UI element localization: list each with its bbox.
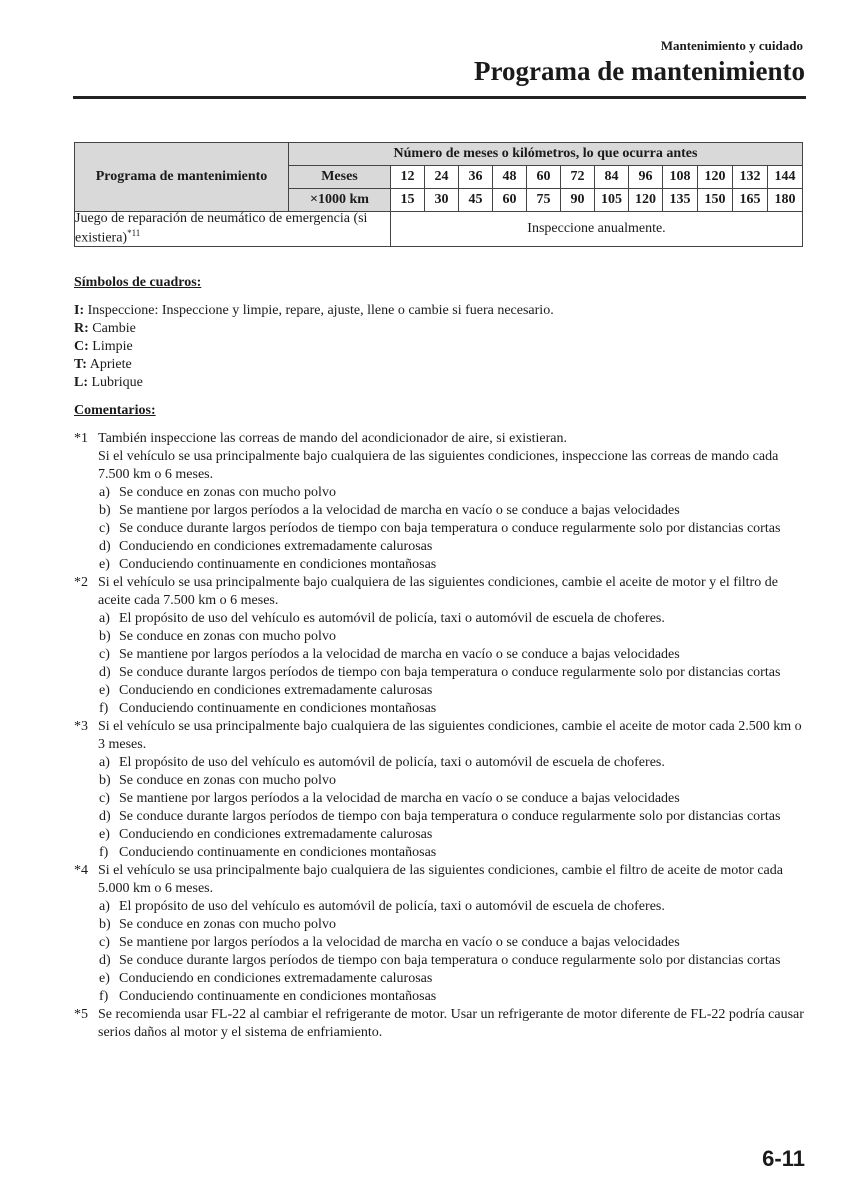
list-item (74, 646, 806, 664)
item-text: Conduciendo continuamente en condiciones montañosas (119, 989, 437, 1004)
item-mark: f) (99, 989, 109, 1004)
note-line (74, 718, 806, 754)
item-mark: c) (99, 935, 110, 950)
table-header-row (75, 143, 803, 166)
note-mark: *2 (74, 575, 88, 590)
comments-list (74, 430, 806, 1042)
symbol-key: C: (74, 339, 89, 354)
item-mark: b) (99, 503, 111, 518)
month-cell: 24 (425, 166, 459, 189)
item-label: Juego de reparación de neumático de emergencia (si existiera) (75, 211, 368, 246)
list-item (74, 556, 806, 574)
item-text: El propósito de uso del vehículo es automóvil de policía, taxi o automóvil de escuela de choferes. (119, 611, 665, 626)
symbol-item (74, 374, 806, 392)
item-mark: d) (99, 809, 111, 824)
item-mark: e) (99, 557, 110, 572)
table-row (75, 212, 803, 247)
symbol-text: Lubrique (91, 375, 143, 390)
item-text: Se conduce en zonas con mucho polvo (119, 629, 336, 644)
item-mark: a) (99, 611, 110, 626)
note-text: Si el vehículo se usa principalmente bajo cualquiera de las siguientes condiciones, cambie el aceite de motor y el filtro de aceite cada 7.500 km o 6 meses. (98, 575, 778, 608)
symbol-text: Cambie (92, 321, 136, 336)
item-text: Conduciendo continuamente en condiciones montañosas (119, 845, 437, 860)
month-cell: 108 (663, 166, 698, 189)
month-cell: 48 (493, 166, 527, 189)
list-item (74, 772, 806, 790)
note-text: También inspeccione las correas de mando del acondicionador de aire, si existieran. (98, 431, 567, 446)
item-text: Conduciendo en condiciones extremadamente calurosas (119, 683, 433, 698)
symbol-key: I: (74, 303, 85, 318)
body-text (74, 274, 806, 1042)
list-item (74, 700, 806, 718)
km-cell: 150 (698, 189, 733, 212)
month-cell: 60 (527, 166, 561, 189)
item-mark: b) (99, 917, 111, 932)
month-cell: 132 (733, 166, 768, 189)
list-item (74, 484, 806, 502)
header-rule (73, 96, 806, 99)
list-item (74, 538, 806, 556)
km-cell: 60 (493, 189, 527, 212)
km-cell: 90 (561, 189, 595, 212)
item-text: Conduciendo en condiciones extremadamente calurosas (119, 539, 433, 554)
symbol-item (74, 302, 806, 320)
month-cell: 72 (561, 166, 595, 189)
note-mark: *4 (74, 863, 88, 878)
months-label: Meses (289, 166, 391, 189)
item-text: Se conduce durante largos períodos de tiempo con baja temperatura o conduce regularmente solo por distancias cortas (119, 665, 781, 680)
month-cell: 36 (459, 166, 493, 189)
item-text: Conduciendo en condiciones extremadamente calurosas (119, 827, 433, 842)
note-text: Si el vehículo se usa principalmente bajo cualquiera de las siguientes condiciones, inspeccione las correas de mando cada 7.500 km o 6 meses. (98, 449, 779, 482)
note-line (74, 430, 806, 448)
km-cell: 165 (733, 189, 768, 212)
row-label-header: Programa de mantenimiento (75, 143, 289, 212)
list-item (74, 988, 806, 1006)
km-cell: 30 (425, 189, 459, 212)
note-line (74, 1006, 806, 1042)
note-mark: *5 (74, 1007, 88, 1022)
symbol-item (74, 320, 806, 338)
note-mark: *3 (74, 719, 88, 734)
page-number: 6-11 (762, 1146, 805, 1171)
km-cell: 15 (391, 189, 425, 212)
item-text: Se conduce durante largos períodos de tiempo con baja temperatura o conduce regularmente solo por distancias cortas (119, 953, 781, 968)
symbol-text: Limpie (92, 339, 133, 354)
item-cell (75, 212, 391, 247)
month-cell: 144 (768, 166, 803, 189)
note-line (74, 574, 806, 610)
symbol-key: L: (74, 375, 88, 390)
item-text: El propósito de uso del vehículo es automóvil de policía, taxi o automóvil de escuela de choferes. (119, 899, 665, 914)
note-line (74, 862, 806, 898)
item-text: El propósito de uso del vehículo es automóvil de policía, taxi o automóvil de escuela de choferes. (119, 755, 665, 770)
note-text: Se recomienda usar FL-22 al cambiar el refrigerante de motor. Usar un refrigerante de motor diferente de FL-22 podría causar serios daños al motor y el sistema de enfriamiento. (98, 1007, 804, 1040)
page-title: Programa de mantenimiento (474, 56, 805, 86)
km-cell: 180 (768, 189, 803, 212)
list-item (74, 826, 806, 844)
item-mark: d) (99, 665, 111, 680)
note-mark: *1 (74, 431, 88, 446)
maintenance-table (74, 142, 803, 247)
month-cell: 12 (391, 166, 425, 189)
item-mark: f) (99, 701, 109, 716)
list-item (74, 790, 806, 808)
symbol-item (74, 338, 806, 356)
item-mark: d) (99, 539, 111, 554)
item-mark: c) (99, 521, 110, 536)
symbols-list (74, 302, 806, 392)
list-item (74, 952, 806, 970)
month-cell: 96 (629, 166, 663, 189)
note-text: Si el vehículo se usa principalmente bajo cualquiera de las siguientes condiciones, cambie el filtro de aceite de motor cada 5.000 km o 6 meses. (98, 863, 783, 896)
item-text: Se conduce durante largos períodos de tiempo con baja temperatura o conduce regularmente solo por distancias cortas (119, 521, 781, 536)
list-item (74, 520, 806, 538)
item-mark: a) (99, 899, 110, 914)
list-item (74, 808, 806, 826)
item-text: Se conduce en zonas con mucho polvo (119, 917, 336, 932)
comments-title: Comentarios: (74, 403, 156, 418)
item-mark: e) (99, 683, 110, 698)
item-mark: c) (99, 647, 110, 662)
item-mark: c) (99, 791, 110, 806)
item-text: Se mantiene por largos períodos a la velocidad de marcha en vacío o se conduce a bajas velocidades (119, 791, 680, 806)
item-mark: e) (99, 827, 110, 842)
month-cell: 120 (698, 166, 733, 189)
item-text: Se conduce durante largos períodos de tiempo con baja temperatura o conduce regularmente solo por distancias cortas (119, 809, 781, 824)
span-header: Número de meses o kilómetros, lo que ocurra antes (289, 143, 803, 166)
list-item (74, 754, 806, 772)
note-line (74, 448, 806, 484)
symbol-text: Inspeccione: Inspeccione y limpie, repare, ajuste, llene o cambie si fuera necesario. (87, 303, 554, 318)
month-cell: 84 (595, 166, 629, 189)
item-mark: d) (99, 953, 111, 968)
list-item (74, 898, 806, 916)
symbol-text: Apriete (89, 357, 132, 372)
item-text: Se mantiene por largos períodos a la velocidad de marcha en vacío o se conduce a bajas velocidades (119, 935, 680, 950)
km-cell: 120 (629, 189, 663, 212)
item-text: Se mantiene por largos períodos a la velocidad de marcha en vacío o se conduce a bajas velocidades (119, 503, 680, 518)
symbols-title: Símbolos de cuadros: (74, 275, 202, 290)
list-item (74, 682, 806, 700)
list-item (74, 610, 806, 628)
item-mark: a) (99, 485, 110, 500)
list-item (74, 628, 806, 646)
km-label: ×1000 km (289, 189, 391, 212)
list-item (74, 916, 806, 934)
note-text: Si el vehículo se usa principalmente bajo cualquiera de las siguientes condiciones, cambie el aceite de motor cada 2.500 km o 3 meses. (98, 719, 802, 752)
item-mark: a) (99, 755, 110, 770)
item-mark: b) (99, 773, 111, 788)
km-cell: 75 (527, 189, 561, 212)
item-text: Se mantiene por largos períodos a la velocidad de marcha en vacío o se conduce a bajas velocidades (119, 647, 680, 662)
list-item (74, 934, 806, 952)
symbol-key: R: (74, 321, 89, 336)
item-note-ref: *11 (127, 228, 141, 238)
item-mark: e) (99, 971, 110, 986)
km-cell: 45 (459, 189, 493, 212)
km-cell: 135 (663, 189, 698, 212)
item-mark: b) (99, 629, 111, 644)
item-text: Conduciendo continuamente en condiciones montañosas (119, 701, 437, 716)
symbol-key: T: (74, 357, 87, 372)
list-item (74, 844, 806, 862)
symbol-item (74, 356, 806, 374)
list-item (74, 664, 806, 682)
item-mark: f) (99, 845, 109, 860)
list-item (74, 502, 806, 520)
item-action: Inspeccione anualmente. (391, 212, 803, 247)
item-text: Se conduce en zonas con mucho polvo (119, 485, 336, 500)
section-header: Mantenimiento y cuidado (660, 38, 803, 53)
item-text: Conduciendo en condiciones extremadamente calurosas (119, 971, 433, 986)
item-text: Se conduce en zonas con mucho polvo (119, 773, 336, 788)
list-item (74, 970, 806, 988)
item-text: Conduciendo continuamente en condiciones montañosas (119, 557, 437, 572)
km-cell: 105 (595, 189, 629, 212)
